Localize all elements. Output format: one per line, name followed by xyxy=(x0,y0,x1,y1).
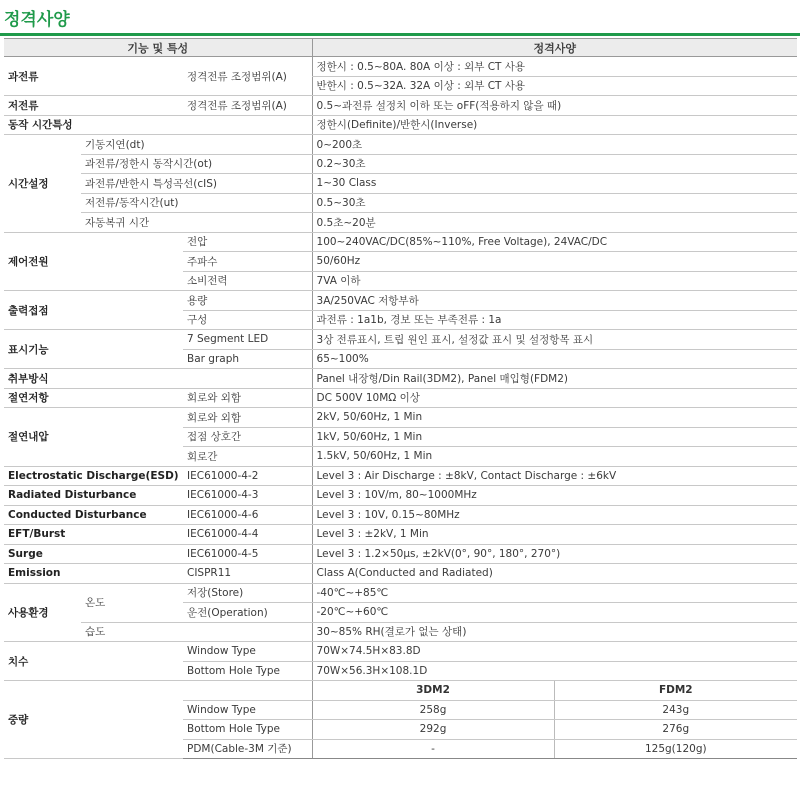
row-item: IEC61000-4-3 xyxy=(183,486,312,506)
row-item: 회로와 외함 xyxy=(183,388,312,408)
row-group: 과전류 xyxy=(4,57,183,96)
row-group: 동작 시간특성 xyxy=(4,115,312,135)
row-value: Level 3 : Air Discharge : ±8kV, Contact Discharge : ±6kV xyxy=(312,466,797,486)
row-group: 절연내압 xyxy=(4,408,183,467)
title-rule xyxy=(0,33,800,36)
row-item: 기동지연(dt) xyxy=(81,135,312,155)
row-value: 258g xyxy=(312,700,554,720)
table-row xyxy=(4,232,797,252)
table-row xyxy=(4,96,797,116)
table-row xyxy=(4,369,797,389)
row-item: 7 Segment LED xyxy=(183,330,312,350)
table-row xyxy=(4,135,797,155)
table-row xyxy=(4,388,797,408)
table-row xyxy=(4,408,797,428)
row-group: 시간설정 xyxy=(4,135,81,233)
row-value: -20℃~+60℃ xyxy=(312,603,797,623)
row-value: -40℃~+85℃ xyxy=(312,583,797,603)
table-row xyxy=(4,622,797,642)
row-item: 과전류/반한시 특성곡선(cIS) xyxy=(81,174,312,194)
row-value: Level 3 : ±2kV, 1 Min xyxy=(312,525,797,545)
row-group: 저전류 xyxy=(4,96,183,116)
row-value: 반한시 : 0.5~32A. 32A 이상 : 외부 CT 사용 xyxy=(312,76,797,96)
header-right: 정격사양 xyxy=(312,39,797,57)
page-title: 정격사양 xyxy=(4,10,70,30)
table-row xyxy=(4,174,797,194)
row-item: 주파수 xyxy=(183,252,312,272)
table-row xyxy=(4,505,797,525)
row-value: 0.5~30초 xyxy=(312,193,797,213)
row-value: 정한시(Definite)/반한시(Inverse) xyxy=(312,115,797,135)
row-value: Class A(Conducted and Radiated) xyxy=(312,564,797,584)
row-item: 정격전류 조정범위(A) xyxy=(183,96,312,116)
table-header xyxy=(4,39,797,57)
row-value: 3A/250VAC 저항부하 xyxy=(312,291,797,311)
table-row xyxy=(4,681,797,701)
row-value: 125g(120g) xyxy=(554,739,797,759)
row-item: Bottom Hole Type xyxy=(183,720,312,740)
row-item: IEC61000-4-2 xyxy=(183,466,312,486)
row-group: 사용환경 xyxy=(4,583,81,642)
row-item: 회로와 외함 xyxy=(183,408,312,428)
row-group: Emission xyxy=(4,564,183,584)
row-value: Level 3 : 10V/m, 80~1000MHz xyxy=(312,486,797,506)
row-group: Electrostatic Discharge(ESD) xyxy=(4,466,183,486)
row-item: Window Type xyxy=(183,642,312,662)
row-value: 70W×56.3H×108.1D xyxy=(312,661,797,681)
table-row xyxy=(4,193,797,213)
row-value: 50/60Hz xyxy=(312,252,797,272)
table-row xyxy=(4,330,797,350)
row-item: Bar graph xyxy=(183,349,312,369)
row-group: 출력접점 xyxy=(4,291,183,330)
row-group: Conducted Disturbance xyxy=(4,505,183,525)
table-row xyxy=(4,291,797,311)
row-value: 30~85% RH(결로가 없는 상태) xyxy=(312,622,797,642)
row-item: 정격전류 조정범위(A) xyxy=(183,57,312,96)
row-item: IEC61000-4-6 xyxy=(183,505,312,525)
row-value: 과전류 : 1a1b, 경보 또는 부족전류 : 1a xyxy=(312,310,797,330)
row-value: Level 3 : 1.2×50μs, ±2kV(0°, 90°, 180°, 270°) xyxy=(312,544,797,564)
row-value: 243g xyxy=(554,700,797,720)
row-subgroup: 온도 xyxy=(81,583,183,622)
row-value: 정한시 : 0.5~80A. 80A 이상 : 외부 CT 사용 xyxy=(312,57,797,77)
row-item: Window Type xyxy=(183,700,312,720)
row-value: 276g xyxy=(554,720,797,740)
row-group: EFT/Burst xyxy=(4,525,183,545)
table-row xyxy=(4,544,797,564)
row-value: Panel 내장형/Din Rail(3DM2), Panel 매입형(FDM2) xyxy=(312,369,797,389)
row-value: 1kV, 50/60Hz, 1 Min xyxy=(312,427,797,447)
table-row xyxy=(4,525,797,545)
row-group: Radiated Disturbance xyxy=(4,486,183,506)
row-item xyxy=(183,681,312,701)
row-item: 회로간 xyxy=(183,447,312,467)
table-row xyxy=(4,564,797,584)
table-row xyxy=(4,642,797,662)
row-group: 치수 xyxy=(4,642,183,681)
row-value: - xyxy=(312,739,554,759)
row-group: 중량 xyxy=(4,681,183,759)
row-value: 1.5kV, 50/60Hz, 1 Min xyxy=(312,447,797,467)
table-row xyxy=(4,486,797,506)
row-item: 소비전력 xyxy=(183,271,312,291)
row-item: 저장(Store) xyxy=(183,583,312,603)
table-row xyxy=(4,154,797,174)
row-value: 0.2~30초 xyxy=(312,154,797,174)
row-value: 1~30 Class xyxy=(312,174,797,194)
row-value: 7VA 이하 xyxy=(312,271,797,291)
row-item: 접점 상호간 xyxy=(183,427,312,447)
row-value: 70W×74.5H×83.8D xyxy=(312,642,797,662)
row-group: 절연저항 xyxy=(4,388,183,408)
row-item: CISPR11 xyxy=(183,564,312,584)
row-value: 100~240VAC/DC(85%~110%, Free Voltage), 24VAC/DC xyxy=(312,232,797,252)
table-row xyxy=(4,583,797,603)
row-value: 0.5~과전류 설정치 이하 또는 oFF(적용하지 않을 때) xyxy=(312,96,797,116)
row-item: 운전(Operation) xyxy=(183,603,312,623)
row-item: 구성 xyxy=(183,310,312,330)
weight-col-3dm2: 3DM2 xyxy=(312,681,554,701)
row-value: 292g xyxy=(312,720,554,740)
row-item: PDM(Cable-3M 기준) xyxy=(183,739,312,759)
spec-table xyxy=(4,38,797,759)
row-group: Surge xyxy=(4,544,183,564)
table-row xyxy=(4,115,797,135)
row-value: 0~200초 xyxy=(312,135,797,155)
row-value: 65~100% xyxy=(312,349,797,369)
row-group: 취부방식 xyxy=(4,369,312,389)
table-row xyxy=(4,466,797,486)
row-item: 저전류/동작시간(ut) xyxy=(81,193,312,213)
row-value: Level 3 : 10V, 0.15~80MHz xyxy=(312,505,797,525)
weight-col-fdm2: FDM2 xyxy=(554,681,797,701)
row-item: IEC61000-4-5 xyxy=(183,544,312,564)
row-item: 용량 xyxy=(183,291,312,311)
row-item: 자동복귀 시간 xyxy=(81,213,312,233)
row-value: 0.5초~20분 xyxy=(312,213,797,233)
row-item: 전압 xyxy=(183,232,312,252)
row-value: 3상 전류표시, 트립 원인 표시, 설정값 표시 및 설정항목 표시 xyxy=(312,330,797,350)
row-item: IEC61000-4-4 xyxy=(183,525,312,545)
row-value: 2kV, 50/60Hz, 1 Min xyxy=(312,408,797,428)
row-group: 표시기능 xyxy=(4,330,183,369)
row-item: Bottom Hole Type xyxy=(183,661,312,681)
row-group: 제어전원 xyxy=(4,232,183,291)
row-value: DC 500V 10MΩ 이상 xyxy=(312,388,797,408)
row-item: 과전류/정한시 동작시간(ot) xyxy=(81,154,312,174)
header-left: 기능 및 특성 xyxy=(4,39,312,57)
row-item: 습도 xyxy=(81,622,312,642)
table-row xyxy=(4,57,797,77)
table-row xyxy=(4,213,797,233)
